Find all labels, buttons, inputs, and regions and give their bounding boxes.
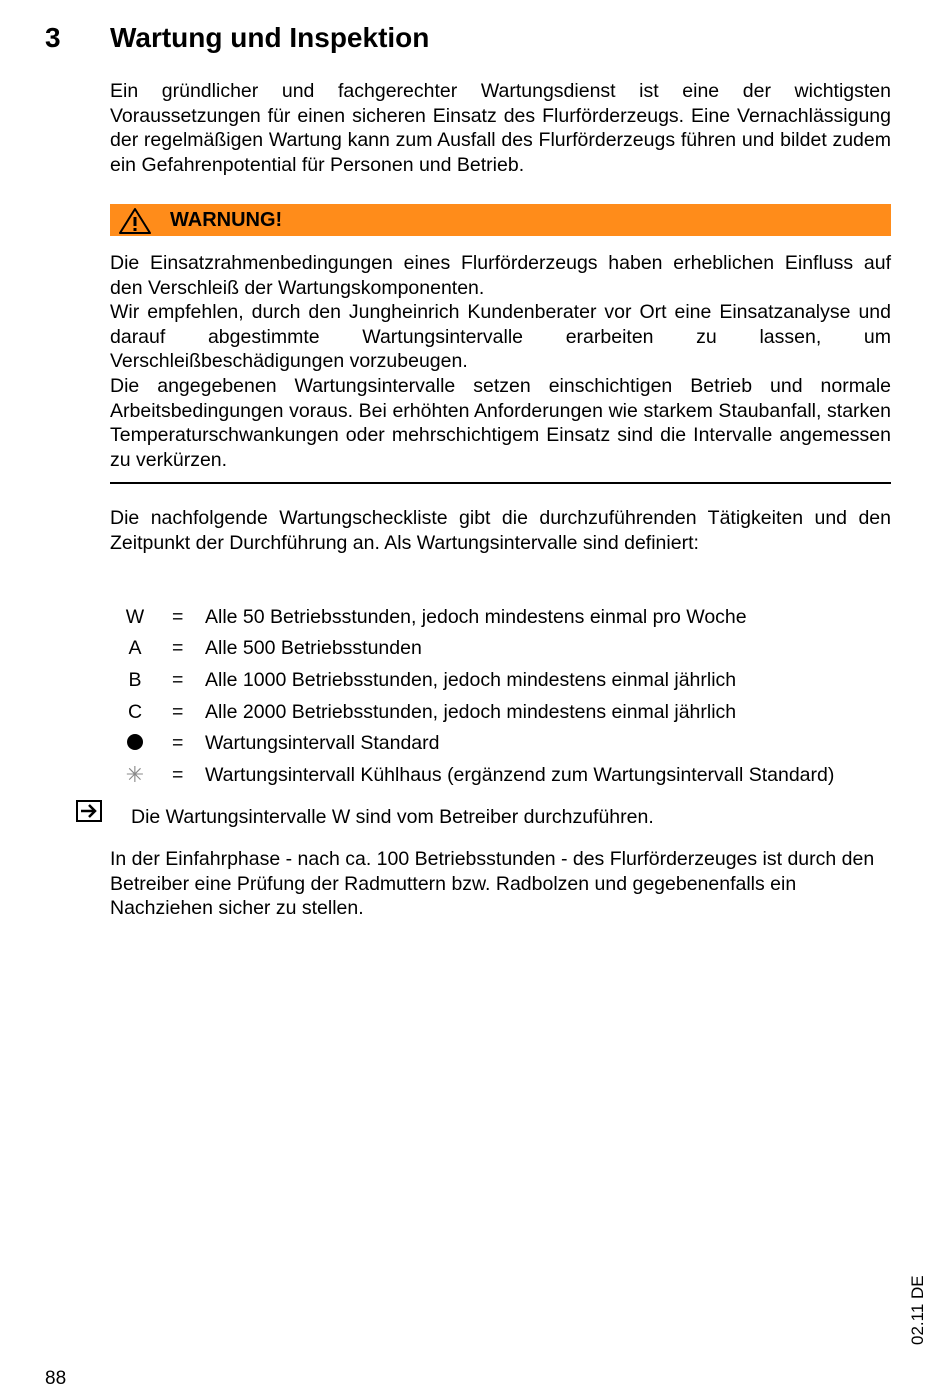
intro-paragraph: Ein gründlicher und fachgerechter Wartungsdienst ist eine der wichtigsten Voraussetzungen für einen sicheren Einsatz des Flurförderzeugs. Eine Vernachlässigung der regelmäßigen Wartung kann zum Ausfall des Flurförderzeugs führen und bildet zudem ein Gefahrenpotential für Personen und Betrieb. — [110, 80, 891, 176]
interval-description: Alle 2000 Betriebsstunden, jedoch mindestens einmal jährlich — [205, 701, 737, 723]
interval-equals: = — [172, 637, 184, 659]
page-number: 88 — [45, 1368, 67, 1389]
snowflake-asterisk-icon: ✳ — [125, 762, 145, 787]
interval-description: Alle 50 Betriebsstunden, jedoch mindestens einmal pro Woche — [205, 606, 747, 628]
checklist-intro: Die nachfolgende Wartungscheckliste gibt die durchzuführenden Tätigkeiten und den Zeitpunkt der Durchführung an. Als Wartungsintervalle sind definiert: — [110, 507, 891, 554]
interval-equals: = — [172, 701, 184, 723]
interval-row-c — [110, 698, 900, 726]
final-paragraph: In der Einfahrphase - nach ca. 100 Betriebsstunden - des Flurförderzeuges ist durch den Betreiber eine Prüfung der Radmuttern bzw. Radbolzen und gegebenenfalls ein Nachziehen sicher zu stellen. — [110, 848, 875, 920]
interval-description: Alle 500 Betriebsstunden — [205, 637, 422, 659]
warning-text: Die Einsatzrahmenbedingungen eines Flurförderzeugs haben erheblichen Einfluss auf den Verschleiß der Wartungskomponenten. Wir empfehlen, durch den Jungheinrich Kundenberater vor Ort eine Einsatzanalyse und darauf abgestimmte Wartungsintervalle erarbeiten zu lassen, um Verschleißbeschädigungen vorzubeugen. Die angegebenen Wartungsintervalle setzen einschichtigen Betrieb und normale Arbeitsbedingungen voraus. Bei erhöhten Anforderungen wie starkem Staubanfall, starken Temperaturschwankungen oder mehrschichtigem Einsatz sind die Intervalle angemessen zu verkürzen. — [110, 252, 891, 471]
interval-row-standard — [110, 729, 900, 757]
note-text: Die Wartungsintervalle W sind vom Betreiber durchzuführen. — [131, 806, 654, 828]
interval-equals: = — [172, 606, 184, 628]
warning-label: WARNUNG! — [170, 209, 283, 231]
section-title: Wartung und Inspektion — [110, 22, 430, 53]
warning-end-rule — [110, 482, 891, 484]
interval-description: Wartungsintervall Standard — [205, 732, 440, 754]
interval-equals: = — [172, 764, 184, 786]
interval-equals: = — [172, 732, 184, 754]
arrow-note-icon — [76, 800, 102, 822]
interval-description: Alle 1000 Betriebsstunden, jedoch mindestens einmal jährlich — [205, 669, 737, 691]
interval-row-kuehlhaus — [110, 761, 900, 789]
interval-row-a — [110, 634, 900, 662]
interval-symbol: C — [127, 701, 143, 723]
section-number: 3 — [45, 22, 61, 53]
interval-row-b — [110, 666, 900, 694]
interval-row-w — [110, 603, 900, 631]
interval-equals: = — [172, 669, 184, 691]
interval-symbol: A — [128, 637, 142, 659]
interval-symbol: W — [125, 606, 145, 628]
interval-description: Wartungsintervall Kühlhaus (ergänzend zum Wartungsintervall Standard) — [205, 764, 835, 786]
warning-triangle-icon — [118, 207, 152, 235]
filled-circle-icon — [110, 729, 160, 757]
document-code: 02.11 DE — [908, 1275, 927, 1345]
interval-symbol: B — [128, 669, 142, 691]
